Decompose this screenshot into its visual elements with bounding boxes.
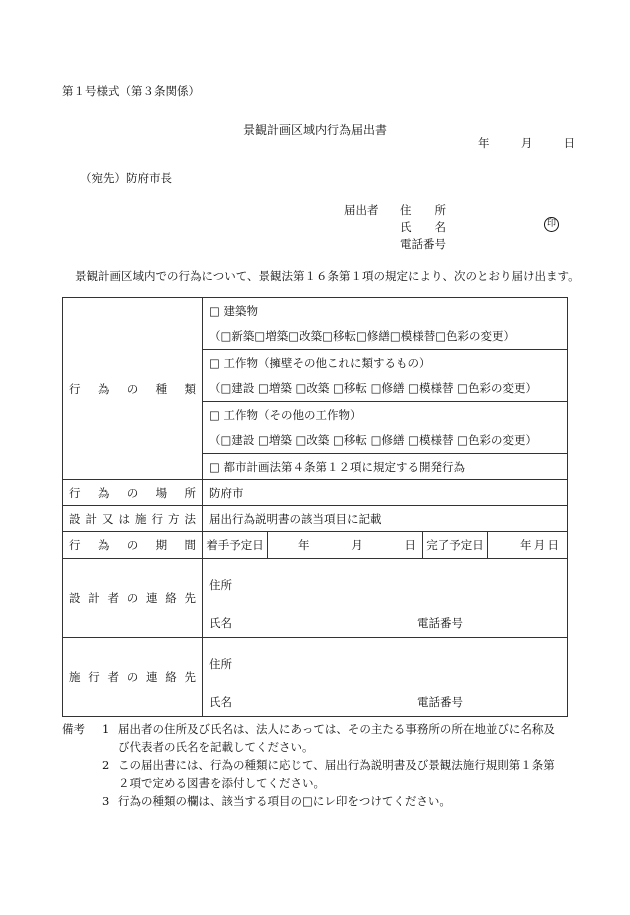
note-number: 1 bbox=[102, 722, 110, 736]
note-number: 3 bbox=[102, 794, 110, 808]
structures-other-sub-options[interactable]: （□建設 □増築 □改築 □移転 □修繕 □模様替 □色彩の変更） bbox=[203, 428, 568, 454]
end-year: 年 bbox=[520, 538, 532, 552]
designer-name-label: 氏名 bbox=[209, 616, 232, 630]
applicant-phone-label: 電話番号 bbox=[400, 237, 446, 251]
note-item bbox=[62, 756, 558, 792]
contractor-phone-label: 電話番号 bbox=[417, 695, 463, 709]
place-label: 行為の場所 bbox=[63, 480, 203, 506]
applicant-address-label: 住 所 bbox=[400, 203, 446, 217]
contractor-address-label: 住所 bbox=[209, 657, 232, 671]
start-day: 日 bbox=[404, 538, 416, 552]
date-year: 年 bbox=[478, 136, 490, 150]
designer-address-label: 住所 bbox=[209, 578, 232, 592]
note-number: 2 bbox=[102, 758, 110, 772]
applicant-name-label: 氏 名 bbox=[400, 220, 446, 234]
contractor-contact-cell[interactable] bbox=[203, 638, 568, 717]
addressee: （宛先）防府市長 bbox=[80, 171, 172, 185]
buildings-sub-options[interactable]: （□新築□増築□改築□移転□修繕□模様替□色彩の変更） bbox=[203, 324, 568, 350]
contractor-name-label: 氏名 bbox=[209, 695, 232, 709]
seal-mark: 印 bbox=[544, 217, 559, 232]
start-date-label: 着手予定日 bbox=[203, 532, 268, 558]
buildings-option[interactable]: □ 建築物 bbox=[203, 298, 568, 324]
note-item bbox=[62, 792, 558, 810]
date-month: 月 bbox=[520, 136, 533, 150]
end-day: 日 bbox=[547, 538, 559, 552]
note-item bbox=[62, 720, 558, 756]
applicant-label: 届出者 bbox=[344, 203, 379, 217]
method-value[interactable]: 届出行為説明書の該当項目に記載 bbox=[203, 506, 568, 532]
intro-text: 景観計画区域内での行為について、景観法第１６条第１項の規定により、次のとおり届け出ます。 bbox=[75, 269, 580, 283]
act-type-label: 行為の種類 bbox=[63, 298, 203, 480]
notes bbox=[62, 720, 558, 810]
period-cell[interactable] bbox=[203, 532, 568, 559]
structures-wall-option[interactable]: □ 工作物（擁壁その他これに類するもの） bbox=[203, 350, 568, 376]
note-text: 行為の種類の欄は、該当する項目の□にレ印をつけてください。 bbox=[118, 794, 451, 808]
period-label: 行為の期間 bbox=[63, 532, 203, 559]
end-date-fields[interactable] bbox=[488, 532, 567, 558]
start-date-fields[interactable] bbox=[268, 532, 423, 558]
method-label: 設計又は施行方法 bbox=[63, 506, 203, 532]
place-value[interactable]: 防府市 bbox=[203, 480, 568, 506]
designer-contact-label: 設計者の連絡先 bbox=[63, 559, 203, 638]
application-table bbox=[62, 297, 568, 717]
form-title: 景観計画区域内行為届出書 bbox=[242, 123, 387, 137]
note-text: この届出書には、行為の種類に応じて、届出行為説明書及び景観法施行規則第１条第２項で定める図書を添付してください。 bbox=[118, 758, 555, 790]
contractor-contact-label: 施行者の連絡先 bbox=[63, 638, 203, 717]
end-month: 月 bbox=[533, 538, 546, 552]
date-day: 日 bbox=[563, 136, 576, 150]
notes-heading: 備考 bbox=[62, 722, 85, 736]
start-year: 年 bbox=[298, 538, 310, 552]
applicant-fields bbox=[400, 202, 446, 253]
development-option[interactable]: □ 都市計画法第４条第１２項に規定する開発行為 bbox=[203, 454, 568, 480]
form-number: 第１号様式（第３条関係） bbox=[62, 84, 200, 98]
structures-wall-sub-options[interactable]: （□建設 □増築 □改築 □移転 □修繕 □模様替 □色彩の変更） bbox=[203, 376, 568, 402]
end-date-label: 完了予定日 bbox=[423, 532, 488, 558]
start-month: 月 bbox=[351, 538, 363, 552]
submission-date bbox=[478, 135, 575, 151]
designer-contact-cell[interactable] bbox=[203, 559, 568, 638]
designer-phone-label: 電話番号 bbox=[417, 616, 463, 630]
note-text: 届出者の住所及び氏名は、法人にあっては、その主たる事務所の所在地並びに名称及び代表者の氏名を記載してください。 bbox=[118, 722, 555, 754]
structures-other-option[interactable]: □ 工作物（その他の工作物） bbox=[203, 402, 568, 428]
